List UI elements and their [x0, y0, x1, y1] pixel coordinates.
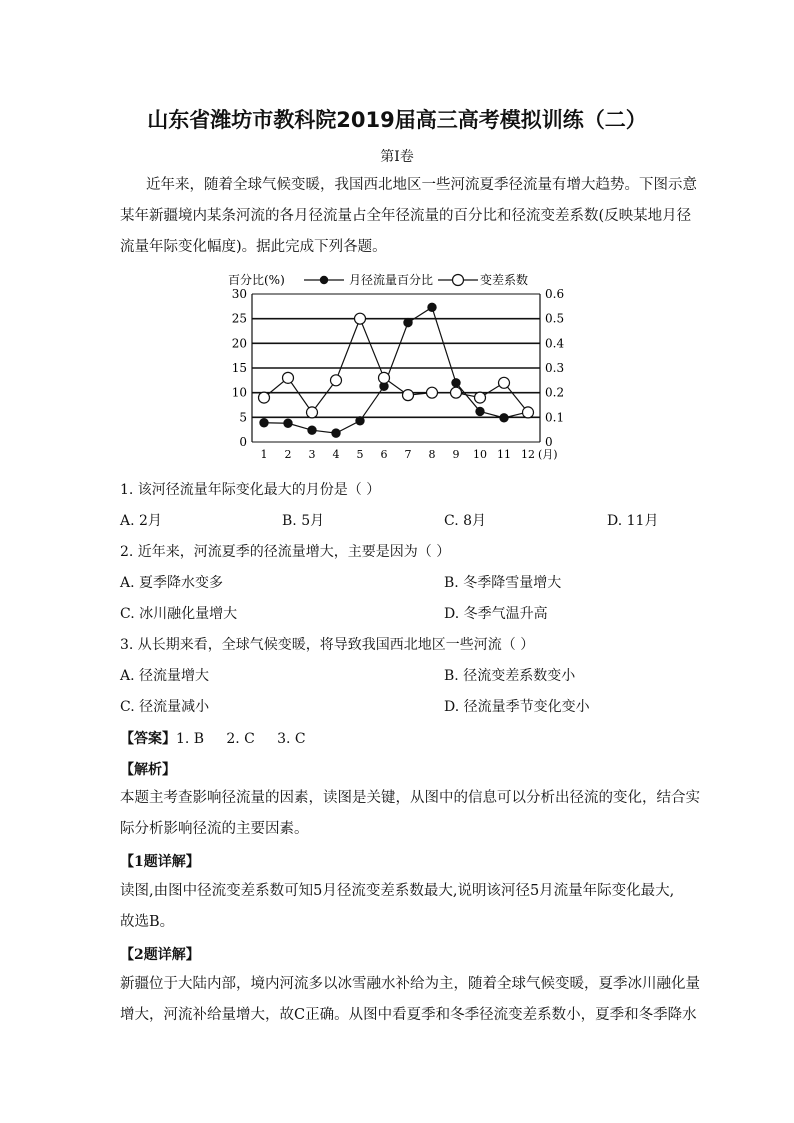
y-right-tick-label: 0.5 — [545, 311, 565, 326]
x-tick-label: 2 — [284, 448, 292, 461]
question-3-option-b: B. 径流变差系数变小 — [444, 668, 576, 684]
x-tick-label: 1 — [260, 448, 268, 461]
y-right-tick-label: 0.2 — [545, 385, 565, 400]
series-1-point — [500, 414, 508, 422]
x-tick-label: 6 — [380, 448, 388, 461]
x-tick-label: 4 — [332, 448, 340, 461]
y-axis-title: 百分比(%) — [228, 273, 285, 287]
y-left-tick-label: 5 — [239, 410, 247, 425]
detail-1-label: 【1题详解】 — [120, 854, 200, 870]
analysis-label: 【解析】 — [120, 762, 176, 778]
y-left-tick-label: 15 — [231, 361, 247, 375]
question-3-option-c: C. 径流量减小 — [120, 699, 210, 715]
legend-label-1: 月径流量百分比 — [349, 273, 434, 287]
y-left-tick-label: 25 — [231, 311, 247, 326]
series-2-point — [379, 372, 390, 383]
intro-line-2: 某年新疆境内某条河流的各月径流量占全年径流量的百分比和径流变差系数(反映某地月径 — [120, 208, 692, 224]
series-1-point — [404, 318, 412, 326]
series-1-point — [308, 426, 316, 434]
question-1-option-b: B. 5月 — [282, 513, 325, 529]
chart-legend — [304, 272, 528, 287]
question-1-option-c: C. 8月 — [444, 513, 487, 529]
legend-marker-filled — [320, 276, 328, 284]
analysis-line-1: 本题主考查影响径流量的因素，读图是关键，从图中的信息可以分析出径流的变化，结合实 — [120, 790, 700, 806]
question-3-option-a: A. 径流量增大 — [120, 668, 210, 684]
series-2-point — [403, 390, 414, 401]
y-right-tick-label: 0.1 — [545, 410, 565, 425]
x-tick-label: 5 — [356, 448, 364, 461]
question-2-option-d: D. 冬季气温升高 — [444, 606, 548, 622]
chart-axes — [228, 272, 564, 461]
x-tick-label: 8 — [428, 448, 436, 461]
answer-label: 【答案】 — [120, 731, 176, 747]
section-label: 第Ⅰ卷 — [380, 149, 414, 165]
series-2-point — [283, 372, 294, 383]
series-2-point — [427, 387, 438, 398]
intro-line-3: 流量年际变化幅度)。据此完成下列各题。 — [120, 239, 387, 255]
series-2-point — [523, 407, 534, 418]
detail-1-line-1: 读图,由图中径流变差系数可知5月径流变差系数最大,说明该河径5月流量年际变化最大, — [120, 883, 675, 899]
detail-1-line-2: 故选B。 — [120, 914, 175, 930]
series-2-point — [499, 377, 510, 388]
detail-2-label: 【2题详解】 — [120, 947, 200, 963]
page-title: 山东省潍坊市教科院2019届高三高考模拟训练（二） — [147, 108, 647, 132]
series-2-point — [475, 392, 486, 403]
answer-row — [120, 728, 306, 748]
question-1-option-d: D. 11月 — [607, 513, 659, 529]
y-right-tick-label: 0.3 — [545, 361, 565, 375]
series-line-2 — [264, 319, 528, 413]
series-1-point — [284, 419, 292, 427]
y-left-tick-label: 30 — [231, 287, 247, 301]
y-right-tick-label: 0 — [545, 435, 553, 449]
series-2-point — [355, 313, 366, 324]
question-2-option-a: A. 夏季降水变多 — [120, 575, 224, 591]
x-tick-label: 9 — [452, 448, 460, 461]
question-3-option-d: D. 径流量季节变化变小 — [444, 699, 590, 715]
x-tick-label: 10 — [473, 448, 487, 461]
question-2-option-b: B. 冬季降雪量增大 — [444, 575, 562, 591]
series-1-point — [452, 379, 460, 387]
runoff-chart — [222, 270, 582, 466]
chart-grid — [252, 294, 540, 442]
y-left-tick-label: 20 — [231, 336, 247, 351]
question-3-stem: 3. 从长期来看，全球气候变暖，将导致我国西北地区一些河流（ ） — [120, 637, 535, 653]
series-1-point — [260, 419, 268, 427]
analysis-line-2: 际分析影响径流的主要因素。 — [120, 821, 309, 837]
series-1-point — [332, 429, 340, 437]
series-2-point — [259, 392, 270, 403]
detail-2-line-2: 增大，河流补给量增大，故C正确。从图中看夏季和冬季径流变差系数小，夏季和冬季降水 — [120, 1007, 697, 1023]
intro-line-1: 近年来，随着全球气候变暖，我国西北地区一些河流夏季径流量有增大趋势。下图示意 — [146, 177, 697, 193]
series-line-1 — [264, 307, 528, 433]
question-2-stem: 2. 近年来，河流夏季的径流量增大，主要是因为（ ） — [120, 544, 451, 560]
legend-label-2: 变差系数 — [480, 273, 529, 287]
series-1-point — [356, 417, 364, 425]
y-right-tick-label: 0.6 — [545, 287, 565, 301]
legend-marker-hollow — [453, 275, 464, 286]
series-2-point — [331, 375, 342, 386]
question-2-option-c: C. 冰川融化量增大 — [120, 606, 238, 622]
series-1-point — [428, 303, 436, 311]
detail-2-line-1: 新疆位于大陆内部，境内河流多以冰雪融水补给为主，随着全球气候变暖，夏季冰川融化量 — [120, 976, 700, 992]
answer-text: 1. B 2. C 3. C — [176, 731, 306, 747]
series-2-point — [307, 407, 318, 418]
question-1-stem: 1. 该河径流量年际变化最大的月份是（ ） — [120, 482, 381, 498]
y-left-tick-label: 0 — [239, 435, 247, 449]
x-tick-label: 12 — [521, 448, 535, 461]
series-1-point — [476, 407, 484, 415]
x-unit-label: (月) — [538, 448, 558, 461]
question-1-option-a: A. 2月 — [120, 513, 162, 529]
series-2-point — [451, 387, 462, 398]
x-tick-label: 11 — [497, 448, 511, 461]
y-right-tick-label: 0.4 — [545, 336, 565, 351]
x-tick-label: 7 — [404, 448, 412, 461]
y-left-tick-label: 10 — [231, 385, 247, 400]
x-tick-label: 3 — [308, 448, 316, 461]
